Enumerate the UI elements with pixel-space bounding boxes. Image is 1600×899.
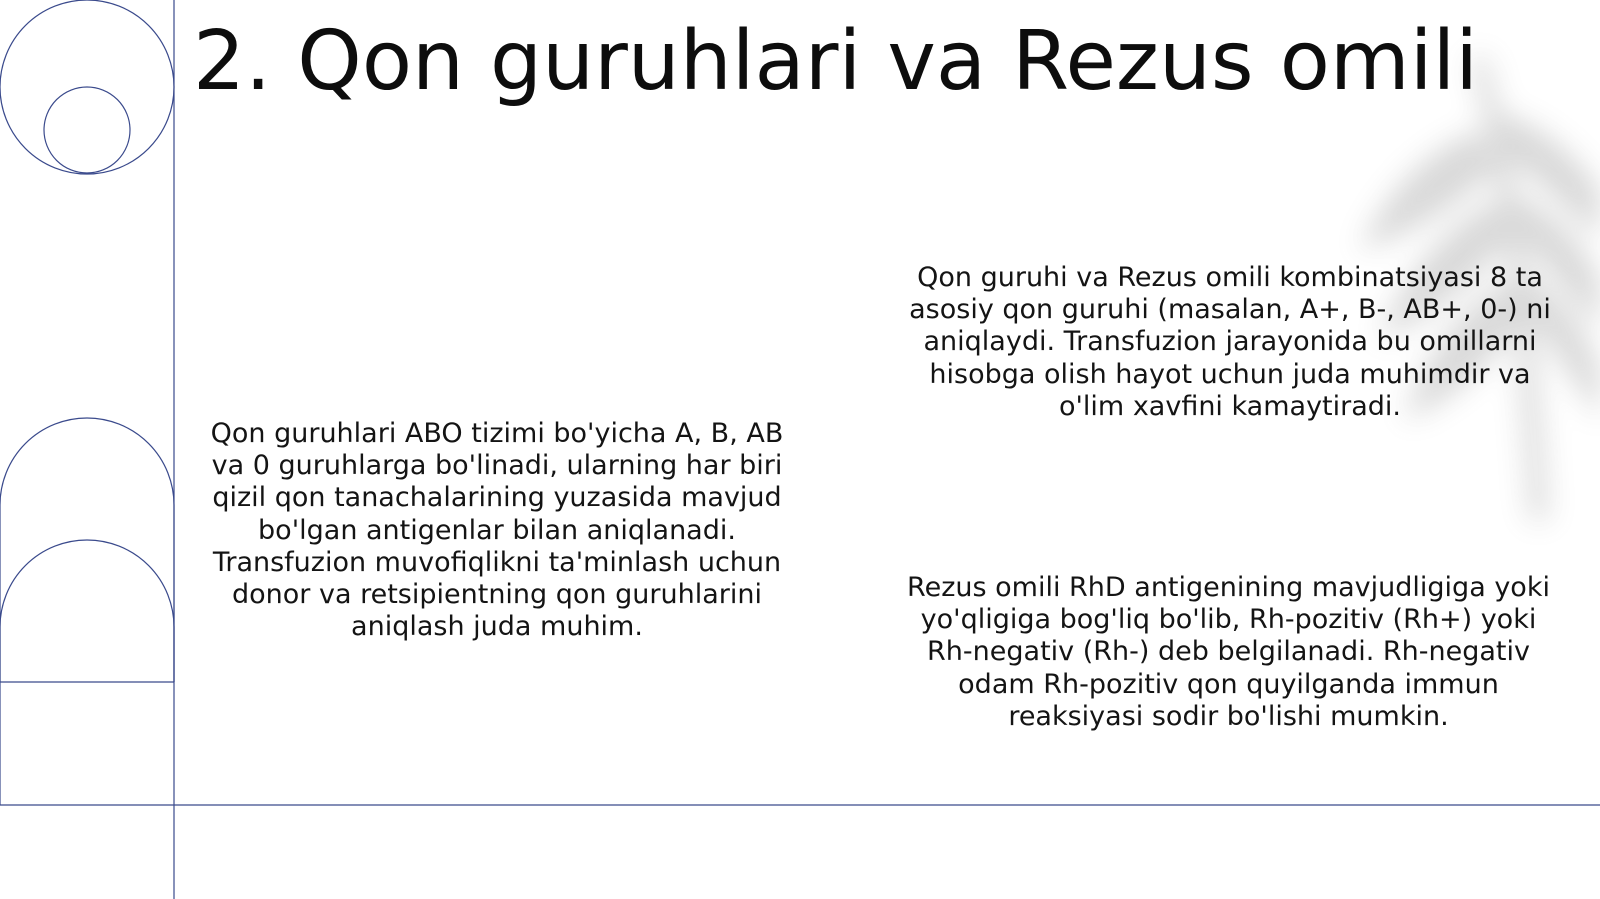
combination-paragraph: Qon guruhi va Rezus omili kombinatsiyasi 8 ta asosiy qon guruhi (masalan, A+, B-, AB+, 0-) ni aniqlaydi. Transfuzion jarayonida bu omillarni hisobga olish hayot uchun juda muhimdir va o'lim xavfini kamaytiradi. — [909, 262, 1551, 422]
abo-groups-paragraph: Qon guruhlari ABO tizimi bo'yicha A, B, AB va 0 guruhlarga bo'linadi, ularning har biri qizil qon tanachalarining yuzasida mavjud bo'lgan antigenlar bilan aniqlanadi. Transfuzion muvofiqlikni ta'minlash uchun donor va retsipientning qon guruhlarini aniqlash juda muhim. — [210, 418, 784, 643]
small-circle-outline — [44, 87, 130, 173]
upper-arch-outline — [0, 418, 174, 682]
rhesus-factor-paragraph: Rezus omili RhD antigenining mavjudligiga yoki yo'qligiga bog'liq bo'lib, Rh-pozitiv (Rh+) yoki Rh-negativ (Rh-) deb belgilanadi. Rh-negativ odam Rh-pozitiv qon quyilganda immun reaksiyasi sodir bo'lishi mumkin. — [907, 572, 1550, 732]
slide-title: 2. Qon guruhlari va Rezus omili — [193, 14, 1479, 109]
lower-arch-outline — [0, 540, 174, 682]
